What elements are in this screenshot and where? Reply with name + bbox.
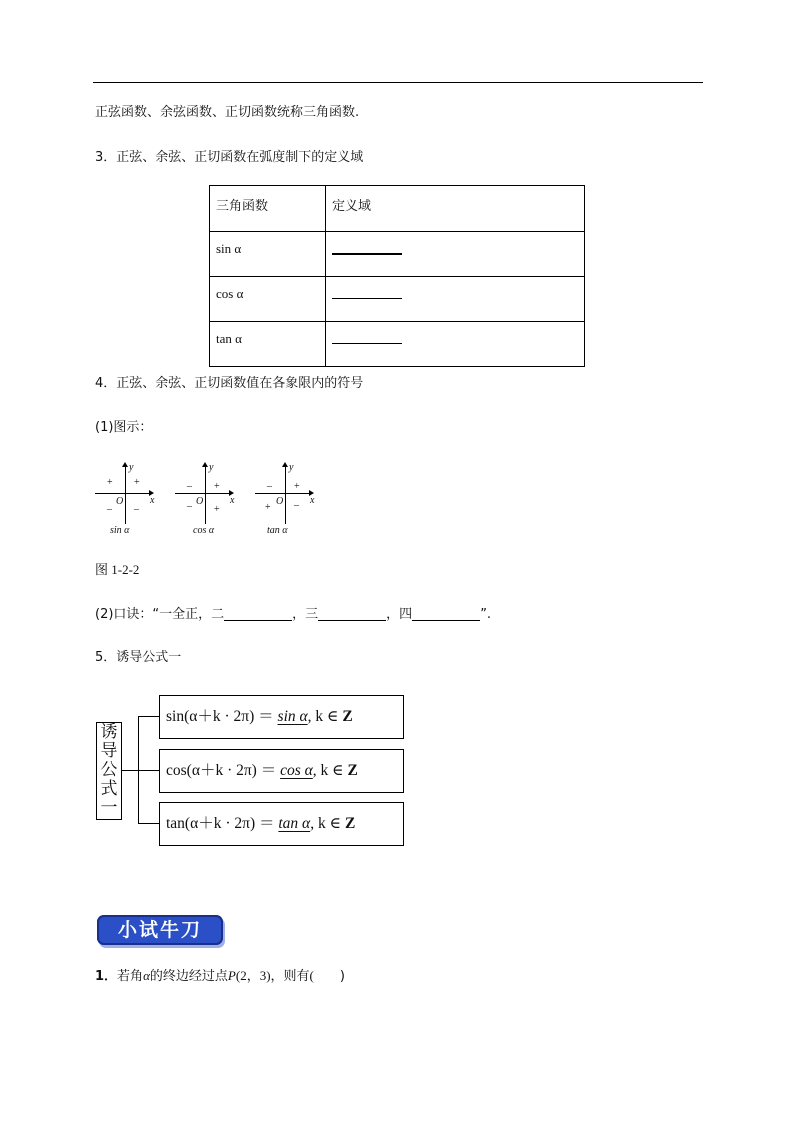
formula-tail: , k ∈ (307, 708, 343, 725)
label-char: 公 (100, 760, 118, 780)
y-label: y (209, 462, 214, 473)
table-header-func: 三角函数 (216, 199, 269, 214)
formula-answer: cos α (280, 762, 313, 779)
quadrant-2-sign: + (107, 477, 113, 488)
section-5-heading: 5．诱导公式一 (95, 650, 182, 665)
y-axis (205, 466, 206, 524)
x-axis (95, 493, 151, 494)
y-label: y (129, 462, 134, 473)
func-cos: cos α (216, 286, 244, 301)
mnemonic-mid1: ，三 (292, 607, 319, 622)
quadrant-4-sign: + (214, 504, 220, 515)
blank-quadrant-2[interactable] (224, 608, 292, 621)
question-text: 若角 (117, 969, 144, 984)
question-text: 的终边经过点 (149, 969, 228, 984)
mnemonic-prefix: (2)口诀：“一全正，二 (95, 607, 225, 622)
blank-sin-domain[interactable] (332, 241, 402, 255)
question-1 (95, 968, 345, 985)
quadrant-2-sign: – (187, 481, 192, 492)
question-coords: (2，3)，则有( (235, 968, 314, 983)
table-header-row (210, 186, 585, 232)
section-4-heading: 4．正弦、余弦、正切函数值在各象限内的符号 (95, 376, 364, 391)
quadrant-3-sign: – (187, 501, 192, 512)
y-axis-arrow-icon (282, 462, 288, 467)
y-axis-arrow-icon (122, 462, 128, 467)
table-row (210, 322, 585, 367)
bracket-arm-2 (138, 770, 159, 771)
diagram-caption: sin α (110, 525, 130, 536)
label-char: 式 (100, 779, 118, 799)
answer-blank[interactable]: ) (313, 969, 345, 984)
y-label: y (289, 462, 294, 473)
figure-caption: 图 1-2-2 (95, 562, 140, 577)
quadrant-3-sign: – (107, 504, 112, 515)
quadrant-1-sign: + (294, 481, 300, 492)
bracket-stem (121, 770, 138, 771)
label-char: 一 (100, 798, 118, 818)
label-char: 诱 (100, 722, 118, 742)
bracket-arm-1 (138, 716, 159, 717)
y-axis (125, 466, 126, 524)
x-label: x (150, 495, 155, 506)
blank-tan-domain[interactable] (332, 331, 402, 344)
func-sin: sin α (216, 241, 242, 256)
func-tan: tan α (216, 331, 242, 346)
formula-lhs: sin(α＋k · 2π) ＝ (166, 708, 278, 725)
blank-quadrant-4[interactable] (412, 608, 480, 621)
x-label: x (230, 495, 235, 506)
origin-label: O (116, 496, 124, 507)
table-header-domain: 定义域 (332, 199, 372, 214)
quadrant-3-sign: + (265, 502, 271, 513)
x-axis (255, 493, 311, 494)
quadrant-2-sign: – (267, 481, 272, 492)
formula-set: Z (347, 762, 358, 779)
diagram-caption: cos α (193, 525, 215, 536)
quadrant-diagram-cos (175, 460, 245, 540)
practice-badge (97, 915, 223, 945)
quadrant-1-sign: + (134, 477, 140, 488)
section-4-sub1: (1)图示： (95, 420, 153, 435)
formula-lhs: tan(α＋k · 2π) ＝ (166, 815, 279, 832)
formula-lhs: cos(α＋k · 2π) ＝ (166, 762, 281, 779)
mnemonic-suffix: ”. (480, 607, 492, 622)
domain-table (209, 185, 585, 367)
formula-set: Z (342, 708, 353, 725)
blank-quadrant-3[interactable] (318, 608, 386, 621)
question-alpha: α (143, 968, 150, 983)
question-point: P (227, 968, 236, 983)
formula-tan (159, 802, 404, 846)
mnemonic-line (95, 607, 491, 623)
header-rule (93, 82, 703, 83)
formula-tail: , k ∈ (310, 815, 345, 832)
induction-formula-label (96, 722, 122, 820)
intro-line: 正弦函数、余弦函数、正切函数统称三角函数. (95, 105, 360, 120)
quadrant-4-sign: – (134, 504, 139, 515)
origin-label: O (196, 496, 204, 507)
mnemonic-mid2: ，四 (386, 607, 413, 622)
quadrant-1-sign: + (214, 481, 220, 492)
quadrant-4-sign: – (294, 500, 299, 511)
x-label: x (310, 495, 315, 506)
formula-answer: tan α (278, 815, 311, 832)
formula-set: Z (344, 815, 356, 832)
table-row (210, 232, 585, 277)
bracket-arm-3 (138, 823, 159, 824)
formula-tail: , k ∈ (312, 762, 348, 779)
quadrant-diagram-tan (255, 460, 325, 540)
quadrant-diagram-sin (95, 460, 165, 540)
y-axis (285, 466, 286, 524)
x-axis (175, 493, 231, 494)
question-number: 1． (95, 969, 118, 984)
formula-cos (159, 749, 404, 793)
diagram-caption: tan α (267, 525, 288, 536)
blank-cos-domain[interactable] (332, 286, 402, 299)
formula-sin (159, 695, 404, 739)
table-row (210, 277, 585, 322)
practice-badge-label: 小试牛刀 (117, 919, 202, 941)
section-3-heading: 3．正弦、余弦、正切函数在弧度制下的定义域 (95, 150, 364, 165)
formula-answer: sin α (277, 708, 308, 725)
y-axis-arrow-icon (202, 462, 208, 467)
label-char: 导 (100, 741, 118, 761)
origin-label: O (276, 496, 284, 507)
